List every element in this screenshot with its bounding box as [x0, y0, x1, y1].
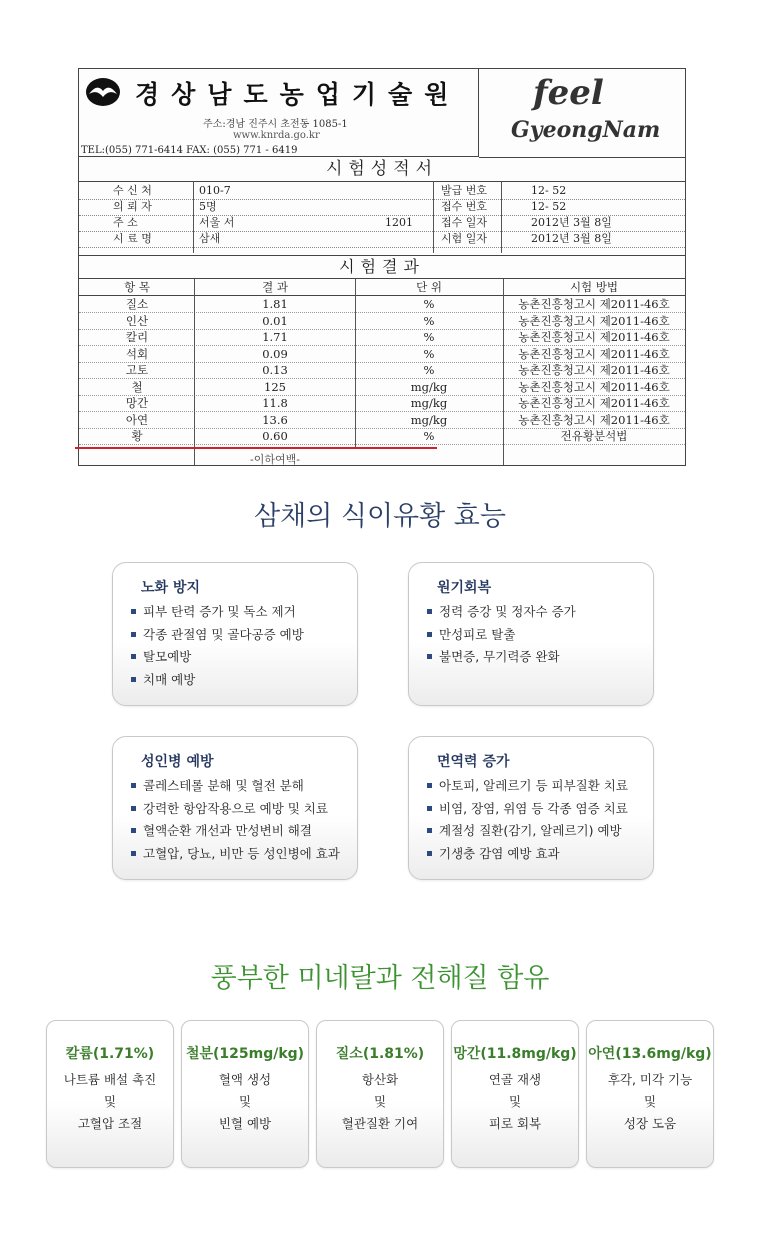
minerals-heading: 풍부한 미네랄과 전해질 함유 [210, 963, 550, 994]
mineral-desc: 및 [643, 1094, 657, 1109]
table-cell-item: 아연 [125, 412, 149, 427]
info-label: 시 료 명 [113, 232, 152, 245]
table-cell-unit: % [423, 313, 435, 328]
card-title: 성인병 예방 [141, 754, 214, 770]
info-row [79, 199, 685, 216]
list-item: 정력 증강 및 정자수 증가 [427, 601, 576, 624]
table-cell-result: 13.6 [262, 412, 288, 427]
table-cell-method: 농촌진흥청고시 제2011-46호 [518, 313, 670, 328]
info-value: 삼새 [199, 232, 221, 245]
table-cell-method: 농촌진흥청고시 제2011-46호 [518, 297, 670, 311]
results-title: 시험결과 [79, 255, 685, 279]
list-item: 아토피, 알레르기 등 피부질환 치료 [427, 775, 628, 798]
table-cell-unit: % [423, 330, 435, 344]
card-list [427, 601, 576, 669]
column-header: 결 과 [262, 280, 288, 294]
divider [193, 181, 194, 253]
list-item: 비염, 장염, 위염 등 각종 염증 치료 [427, 798, 628, 821]
list-item: 치매 예방 [131, 669, 304, 692]
info-row [79, 215, 685, 232]
bullet-icon [427, 654, 432, 659]
table-cell-item: 석회 [125, 346, 149, 361]
table-cell-result: 1.81 [262, 297, 288, 311]
brand-gyeongnam-text: GyeongNam [511, 117, 661, 143]
table-cell-unit: % [423, 346, 435, 361]
list-item: 계절성 질환(감기, 알레르기) 예방 [427, 820, 628, 843]
brand-feel-text: feel [533, 73, 604, 113]
table-row [79, 412, 685, 429]
bullet-icon [131, 609, 136, 614]
table-cell-result: 0.01 [262, 313, 288, 328]
institution-contact: TEL:(055) 771-6414 FAX: (055) 771 - 6419 [81, 145, 298, 156]
info-value: 5명 [199, 200, 217, 213]
list-item: 혈액순환 개선과 만성변비 해결 [131, 820, 340, 843]
table-cell-unit: % [423, 363, 435, 377]
table-row [79, 362, 685, 379]
card-title: 원기회복 [437, 580, 492, 596]
mineral-title: 질소(1.81%) [335, 1046, 425, 1062]
bullet-icon [427, 609, 432, 614]
table-cell-item: 칼리 [125, 330, 149, 344]
table-cell-result: 125 [264, 379, 286, 394]
bullet-icon [427, 851, 432, 856]
info-row [79, 183, 685, 200]
efficacy-card-vitality [408, 562, 654, 706]
info-value: 12- 52 [531, 184, 567, 197]
table-row [79, 395, 685, 412]
card-list [131, 775, 340, 865]
highlight-underline [75, 447, 437, 449]
bullet-icon [131, 783, 136, 788]
mineral-desc: 혈관질환 기여 [341, 1116, 419, 1131]
table-cell-result: 0.13 [262, 363, 288, 377]
table-cell-item: 고토 [125, 363, 149, 377]
mineral-title: 아연(13.6mg/kg) [588, 1046, 712, 1062]
bullet-icon [131, 632, 136, 637]
table-cell-method: 농촌진흥청고시 제2011-46호 [518, 396, 670, 410]
table-cell-method: 농촌진흥청고시 제2011-46호 [518, 379, 670, 394]
institution-address: 주소:경남 진주시 초전동 1085-1 [203, 119, 348, 130]
table-cell-item: 망간 [125, 396, 149, 410]
bullet-icon [427, 806, 432, 811]
mineral-desc: 나트륨 배설 촉진 [63, 1072, 157, 1087]
mineral-title: 망간(11.8mg/kg) [453, 1046, 577, 1062]
mineral-desc: 고혈압 조절 [77, 1116, 143, 1131]
list-item: 불면증, 무기력증 완화 [427, 646, 576, 669]
table-cell-item: 인산 [125, 313, 149, 328]
table-row [79, 379, 685, 396]
table-cell-item: 철 [131, 379, 143, 394]
list-item: 피부 탄력 증가 및 독소 제거 [131, 601, 304, 624]
table-cell-result: 0.09 [262, 346, 288, 361]
info-label: 발급 번호 [441, 184, 488, 197]
table-cell-item: 질소 [125, 297, 149, 311]
certificate-header [79, 69, 479, 157]
mineral-desc: 혈액 생성 [218, 1072, 272, 1087]
info-label: 수 신 처 [113, 184, 152, 197]
efficacy-heading: 삼채의 식이유황 효능 [254, 501, 506, 532]
list-item: 각종 관절염 및 골다공증 예방 [131, 624, 304, 647]
table-cell-unit: mg/kg [410, 412, 448, 427]
document-title: 시험성적서 [79, 157, 685, 182]
divider [433, 181, 434, 253]
column-header: 항 목 [124, 280, 150, 294]
info-row [79, 231, 685, 248]
institution-website: www.knrda.go.kr [233, 130, 320, 141]
info-value: 2012년 3월 8일 [531, 216, 612, 229]
test-certificate [78, 68, 686, 466]
table-cell-item: 황 [131, 429, 143, 443]
mineral-desc: 및 [373, 1094, 387, 1109]
list-item: 탈모예방 [131, 646, 304, 669]
table-row [79, 313, 685, 330]
info-label: 주 소 [113, 216, 138, 229]
end-note: -이하여백- [250, 453, 300, 466]
table-row [79, 428, 685, 445]
bullet-icon [427, 828, 432, 833]
efficacy-card-anti-aging [112, 562, 358, 706]
mineral-box-manganese [451, 1020, 579, 1168]
table-cell-result: 11.8 [262, 396, 288, 410]
table-cell-method: 농촌진흥청고시 제2011-46호 [518, 363, 670, 377]
info-value: 서울 서 [199, 216, 235, 229]
efficacy-card-adult-disease [112, 736, 358, 880]
card-list [427, 775, 628, 865]
info-value-extra: 1201 [385, 216, 413, 229]
list-item: 만성피로 탈출 [427, 624, 576, 647]
mineral-desc: 및 [508, 1094, 522, 1109]
info-value: 12- 52 [531, 200, 567, 213]
column-header: 단 위 [416, 280, 442, 294]
divider [355, 279, 356, 449]
efficacy-card-immunity [408, 736, 654, 880]
table-row [79, 296, 685, 313]
card-title: 면역력 증가 [437, 754, 510, 770]
table-row [79, 329, 685, 346]
mineral-box-zinc [586, 1020, 714, 1168]
mineral-desc: 후각, 미각 기능 [607, 1072, 693, 1087]
bullet-icon [131, 828, 136, 833]
bullet-icon [131, 806, 136, 811]
mineral-desc: 피로 회복 [488, 1116, 542, 1131]
bullet-icon [427, 632, 432, 637]
table-cell-result: 0.60 [262, 429, 288, 443]
info-value: 010-7 [199, 184, 231, 197]
table-cell-method: 전유황분석법 [560, 429, 628, 443]
mineral-desc: 빈혈 예방 [218, 1116, 272, 1131]
mineral-title: 칼륨(1.71%) [65, 1046, 155, 1062]
feel-gyeongnam-logo [479, 69, 685, 158]
mineral-box-potassium [46, 1020, 174, 1168]
mineral-desc: 성장 도움 [623, 1116, 677, 1131]
table-row [79, 346, 685, 363]
mineral-box-nitrogen [316, 1020, 444, 1168]
info-label: 의 뢰 자 [113, 200, 152, 213]
mineral-title: 철분(125mg/kg) [185, 1046, 305, 1062]
card-list [131, 601, 304, 691]
divider [194, 279, 195, 465]
mineral-desc: 연골 재생 [488, 1072, 542, 1087]
info-label: 접수 번호 [441, 200, 488, 213]
info-label: 접수 일자 [441, 216, 488, 229]
bullet-icon [427, 783, 432, 788]
table-cell-unit: % [423, 297, 435, 311]
divider [503, 279, 504, 465]
bullet-icon [131, 654, 136, 659]
card-title: 노화 방지 [141, 580, 200, 596]
table-cell-method: 농촌진흥청고시 제2011-46호 [518, 330, 670, 344]
mineral-box-iron [181, 1020, 309, 1168]
column-header: 시험 방법 [569, 280, 619, 294]
mineral-desc: 항산화 [361, 1072, 399, 1087]
info-label: 시험 일자 [441, 232, 488, 245]
bullet-icon [131, 677, 136, 682]
divider [501, 181, 502, 253]
list-item: 콜레스테롤 분해 및 혈전 분해 [131, 775, 340, 798]
mineral-desc: 및 [103, 1094, 117, 1109]
table-cell-unit: % [423, 429, 435, 443]
table-cell-unit: mg/kg [410, 379, 448, 394]
results-header-row [79, 279, 685, 296]
mineral-desc: 및 [238, 1094, 252, 1109]
table-cell-unit: mg/kg [410, 396, 448, 410]
table-cell-result: 1.71 [262, 330, 288, 344]
list-item: 강력한 항암작용으로 예방 및 치료 [131, 798, 340, 821]
institution-name: 경상남도농업기술원 [135, 80, 461, 109]
table-cell-method: 농촌진흥청고시 제2011-46호 [518, 412, 670, 427]
table-cell-method: 농촌진흥청고시 제2011-46호 [518, 346, 670, 361]
list-item: 고혈압, 당뇨, 비만 등 성인병에 효과 [131, 843, 340, 866]
list-item: 기생충 감염 예방 효과 [427, 843, 628, 866]
info-value: 2012년 3월 8일 [531, 232, 612, 245]
institution-logo-icon [85, 77, 121, 107]
bullet-icon [131, 851, 136, 856]
